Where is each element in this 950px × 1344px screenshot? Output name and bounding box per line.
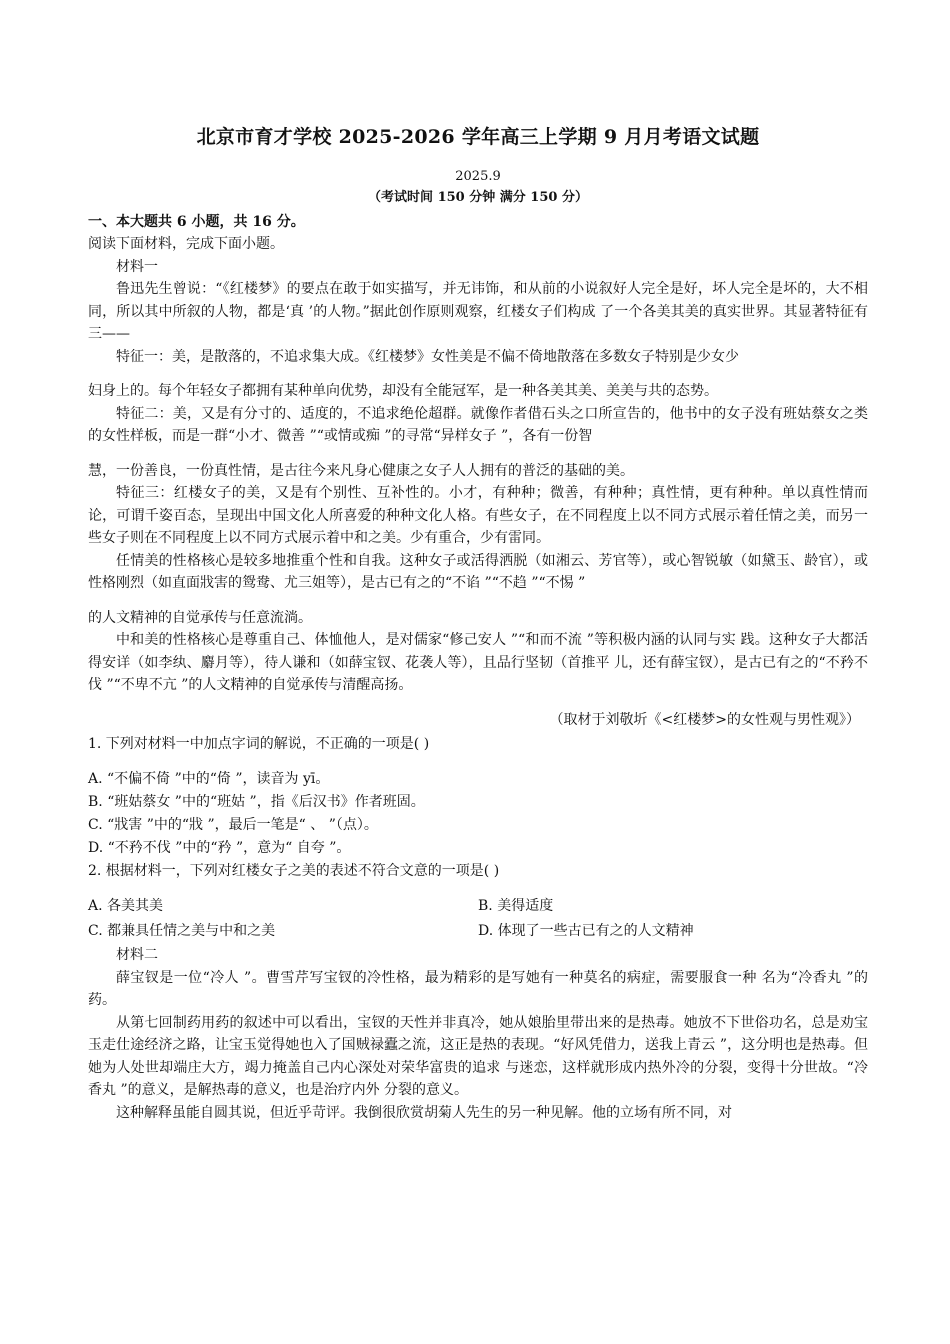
m1-paragraph-2-cont: 妇身上的。每个年轻女子都拥有某种单向优势，却没有全能冠军，是一种各美其美、美美与共的态势。 xyxy=(88,383,718,399)
m2-paragraph-1: 薛宝钗是一位“冷人 ”。曹雪芹写宝钗的冷性格，最为精彩的是写她有一种莫名的病症，需要服食一种 名为“冷香丸 ”的药。 xyxy=(88,969,868,1008)
material-two-title: 材料二 xyxy=(116,947,158,963)
q1-option-b: B. “班姑蔡女 ”中的“班姑 ”，指《后汉书》作者班固。 xyxy=(88,793,425,810)
section-heading: 一、本大题共 6 小题，共 16 分。 xyxy=(88,214,305,230)
q2-option-b: B. 美得适度 xyxy=(478,898,554,914)
exam-info: （考试时间 150 分钟 满分 150 分） xyxy=(368,190,588,205)
q1-option-a: A. “不偏不倚 ”中的“倚 ”，读音为 yī。 xyxy=(88,770,330,787)
m1-paragraph-2: 特征一：美，是散落的，不追求集大成。《红楼梦》女性美是不偏不倚地散落在多数女子特别是少女少 xyxy=(116,348,739,365)
m2-paragraph-3: 这种解释虽能自圆其说，但近乎苛评。我倒很欣赏胡菊人先生的另一种见解。他的立场有所不同，对 xyxy=(116,1104,732,1121)
m1-paragraph-5: 任情美的性格核心是较多地推重个性和自我。这种女子或活得洒脱（如湘云、芳官等），或心智锐敏（如黛玉、龄官），或性格刚烈（如直面戕害的鸳鸯、尤三姐等），是古已有之的“不谄 ”“不趋 ”“不惕 ” xyxy=(88,552,868,591)
q2-option-c: C. 都兼具任情之美与中和之美 xyxy=(88,923,276,939)
exam-page xyxy=(88,122,868,1124)
question-2: 2. 根据材料一，下列对红楼女子之美的表述不符合文意的一项是( ) xyxy=(88,862,500,879)
m1-paragraph-4: 特征三：红楼女子的美，又是有个别性、互补性的。小才，有种种；微善，有种种；真性情，更有种种。单以真性情而论，可谓千姿百态，呈现出中国文化人所喜爱的种种文化人格。有些女子，在不同程度上以不同方式展示着任情之美，而另一些女子则在不同程度上以不同方式展示着中和之美。少有重合，少有雷同。 xyxy=(88,485,868,546)
q1-option-d: D. “不矜不伐 ”中的“矜 ”，意为“ 自夸 ”。 xyxy=(88,839,351,856)
m1-paragraph-3-cont: 慧，一份善良，一份真性情，是古往今来凡身心健康之女子人人拥有的普泛的基础的美。 xyxy=(88,462,634,479)
q2-option-a: A. 各美其美 xyxy=(88,898,164,914)
m1-paragraph-3: 特征二：美，又是有分寸的、适度的，不追求绝伦超群。就像作者借石头之口所宣告的，他书中的女子没有班姑蔡女之类的女性样板，而是一群“小才、微善 ”“或情或痴 ”的寻常“异样女子 ”，各有一份智 xyxy=(88,405,868,444)
exam-title: 北京市育才学校 2025-2026 学年高三上学期 9 月月考语文试题 xyxy=(196,126,760,148)
m1-paragraph-5-cont: 的人文精神的自觉承传与任意流淌。 xyxy=(88,609,312,626)
material-one-title: 材料一 xyxy=(116,258,158,275)
m1-source: （取材于刘敬圻《<红楼梦>的女性观与男性观》） xyxy=(549,711,860,728)
instruction: 阅读下面材料，完成下面小题。 xyxy=(88,236,284,252)
question-1: 1. 下列对材料一中加点字词的解说，不正确的一项是( ) xyxy=(88,736,430,752)
exam-date: 2025.9 xyxy=(455,169,501,184)
q1-option-c: C. “戕害 ”中的“戕 ”，最后一笔是“ 、 ”（点）。 xyxy=(88,816,378,833)
q2-options xyxy=(88,894,868,944)
m1-paragraph-1: 鲁迅先生曾说：“《红楼梦》的要点在敢于如实描写，并无讳饰，和从前的小说叙好人完全是好，坏人完全是坏的，大不相同，所以其中所叙的人物，都是‘真 ’的人物。”据此创作原则观察，红楼女子们构成 了一个各美其美的真实世界。其显著特征有三—— xyxy=(88,281,868,342)
m2-paragraph-2: 从第七回制药用药的叙述中可以看出，宝钗的天性并非真冷，她从娘胎里带出来的是热毒。她放不下世俗功名，总是劝宝玉走仕途经济之路，让宝玉觉得她也入了国贼禄蠹之流，这正是热的表现。“好风凭借力，送我上青云 ”，这分明也是热毒。但她为人处世却端庄大方，竭力掩盖自己内心深处对荣华富贵的追求 与迷恋，这样就形成内热外冷的分裂，变得十分世故。“冷香丸 ”的意义，是解热毒的意义，也是治疗内外 分裂的意义。 xyxy=(88,1014,868,1098)
q2-option-d: D. 体现了一些古已有之的人文精神 xyxy=(478,923,694,939)
m1-paragraph-6: 中和美的性格核心是尊重自己、体恤他人，是对儒家“修己安人 ”“和而不流 ”等积极内涵的认同与实 践。这种女子大都活得安详（如李纨、麝月等），待人谦和（如薛宝钗、花袭人等），且品行坚韧（首推平 儿，还有薛宝钗），是古已有之的“不矜不伐 ”“不卑不亢 ”的人文精神的自觉承传与清醒高扬。 xyxy=(88,632,868,693)
